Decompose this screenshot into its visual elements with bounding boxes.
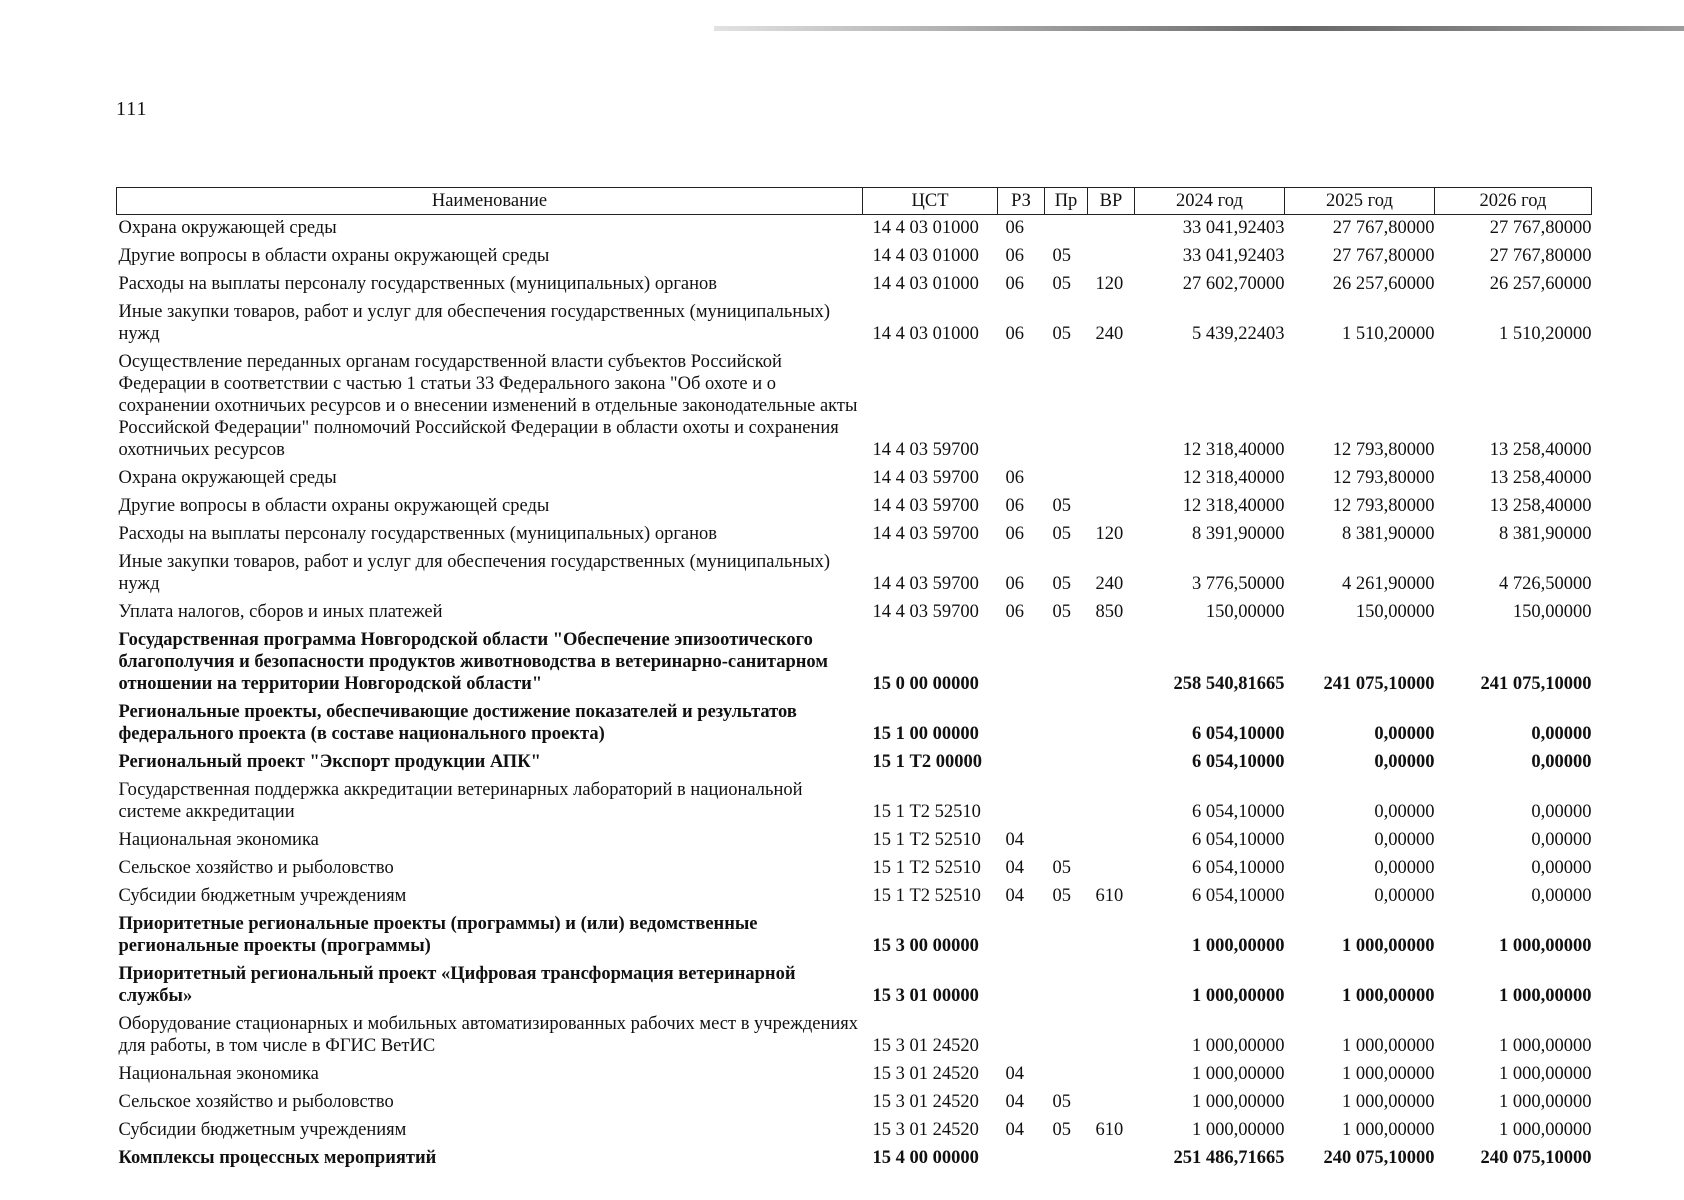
cell-name: Уплата налогов, сборов и иных платежей [118, 602, 443, 622]
cell-pr: 05 [1052, 602, 1071, 622]
cell-2024: 1 000,00000 [1192, 986, 1285, 1006]
cell-2025: 1 000,00000 [1342, 1120, 1435, 1140]
cell-cst: 15 3 01 24520 [872, 1120, 979, 1140]
cell-vr [1088, 215, 1135, 244]
table-row [117, 883, 1592, 911]
cell-name: Расходы на выплаты персоналу государственных (муниципальных) органов [118, 524, 718, 544]
cell-2025: 12 793,80000 [1332, 468, 1435, 488]
cell-name: Комплексы процессных мероприятий [118, 1148, 437, 1168]
cell-name: Национальная экономика [118, 830, 319, 850]
cell-vr: 610 [1095, 1120, 1124, 1140]
col-header-2024: 2024 год [1135, 188, 1285, 215]
cell-vr [1088, 911, 1135, 961]
cell-2025: 26 257,60000 [1332, 274, 1435, 294]
cell-vr [1088, 855, 1135, 883]
cell-2026: 27 767,80000 [1489, 246, 1592, 266]
cell-name: Другие вопросы в области охраны окружающей среды [118, 496, 550, 516]
cell-2026: 13 258,40000 [1489, 496, 1592, 516]
cell-2026: 27 767,80000 [1489, 218, 1592, 238]
table-row [117, 549, 1592, 599]
cell-pr [1045, 465, 1088, 493]
cell-2025: 150,00000 [1355, 602, 1435, 622]
cell-pr [1045, 627, 1088, 699]
table-row [117, 521, 1592, 549]
cell-cst: 14 4 03 59700 [872, 574, 979, 594]
cell-2024: 150,00000 [1205, 602, 1285, 622]
cell-2026: 0,00000 [1531, 752, 1592, 772]
cell-vr [1088, 749, 1135, 777]
cell-name: Оборудование стационарных и мобильных автоматизированных рабочих мест в учреждениях для работы, в том числе в ФГИС ВетИС [118, 1014, 859, 1056]
cell-pr: 05 [1052, 496, 1071, 516]
table-header-row [117, 188, 1592, 215]
cell-name: Субсидии бюджетным учреждениям [118, 1120, 407, 1140]
cell-2025: 1 000,00000 [1342, 1064, 1435, 1084]
cell-vr [1088, 827, 1135, 855]
cell-2025: 0,00000 [1374, 830, 1435, 850]
table-row [117, 493, 1592, 521]
cell-2025: 0,00000 [1374, 802, 1435, 822]
cell-2025: 4 261,90000 [1342, 574, 1435, 594]
cell-2025: 27 767,80000 [1332, 218, 1435, 238]
cell-2024: 12 318,40000 [1182, 468, 1285, 488]
table-row [117, 1117, 1592, 1145]
table-row [117, 465, 1592, 493]
cell-cst: 15 3 00 00000 [872, 936, 979, 956]
cell-cst: 15 3 01 24520 [872, 1036, 979, 1056]
cell-2026: 4 726,50000 [1499, 574, 1592, 594]
cell-rz: 06 [1005, 218, 1024, 238]
cell-2024: 1 000,00000 [1192, 936, 1285, 956]
table-row [117, 699, 1592, 749]
cell-2026: 150,00000 [1512, 602, 1592, 622]
cell-2026: 1 000,00000 [1499, 1120, 1592, 1140]
table-row [117, 961, 1592, 1011]
cell-cst: 15 1 Т2 52510 [872, 802, 981, 822]
cell-name: Иные закупки товаров, работ и услуг для обеспечения государственных (муниципальных) нужд [118, 302, 831, 344]
cell-rz: 04 [1005, 858, 1024, 878]
cell-rz [998, 1145, 1045, 1173]
cell-cst: 14 4 03 59700 [872, 496, 979, 516]
cell-vr: 120 [1095, 274, 1124, 294]
cell-2025: 1 000,00000 [1342, 986, 1435, 1006]
cell-vr [1088, 1061, 1135, 1089]
cell-2026: 1 510,20000 [1499, 324, 1592, 344]
cell-rz: 04 [1005, 1092, 1024, 1112]
cell-name: Осуществление переданных органам государственной власти субъектов Российской Федерации в соответствии с частью 1 статьи 33 Федерального закона "Об охоте и о сохранении охотничьих ресурсов и о внесении изменений в отдельные законодательные акты Российской Федерации" полномочий Российской Федерации в области охоты и сохранения охотничьих ресурсов [118, 352, 858, 460]
cell-rz: 06 [1005, 246, 1024, 266]
table-row [117, 1011, 1592, 1061]
cell-cst: 14 4 03 59700 [872, 468, 979, 488]
cell-pr: 05 [1052, 1120, 1071, 1140]
cell-2025: 0,00000 [1374, 886, 1435, 906]
cell-rz [998, 911, 1045, 961]
cell-rz [998, 749, 1045, 777]
table-row [117, 627, 1592, 699]
cell-vr: 850 [1095, 602, 1124, 622]
cell-2024: 6 054,10000 [1192, 830, 1285, 850]
cell-pr [1045, 749, 1088, 777]
cell-rz [998, 699, 1045, 749]
cell-rz: 06 [1005, 324, 1024, 344]
table-row [117, 749, 1592, 777]
cell-vr: 240 [1095, 574, 1124, 594]
cell-vr [1088, 1145, 1135, 1173]
cell-cst: 15 0 00 00000 [872, 674, 979, 694]
cell-2024: 12 318,40000 [1182, 496, 1285, 516]
cell-vr [1088, 243, 1135, 271]
table-row [117, 271, 1592, 299]
cell-pr: 05 [1052, 858, 1071, 878]
cell-rz: 06 [1005, 602, 1024, 622]
cell-name: Региональный проект "Экспорт продукции АПК" [118, 752, 541, 772]
cell-2026: 13 258,40000 [1489, 440, 1592, 460]
cell-vr [1088, 699, 1135, 749]
cell-2024: 8 391,90000 [1192, 524, 1285, 544]
cell-cst: 14 4 03 01000 [872, 218, 979, 238]
cell-2025: 1 000,00000 [1342, 1036, 1435, 1056]
cell-pr [1045, 215, 1088, 244]
cell-rz [998, 627, 1045, 699]
col-header-2025: 2025 год [1285, 188, 1435, 215]
cell-2024: 6 054,10000 [1192, 802, 1285, 822]
cell-2024: 1 000,00000 [1192, 1120, 1285, 1140]
cell-2026: 1 000,00000 [1499, 1036, 1592, 1056]
cell-name: Сельское хозяйство и рыболовство [118, 858, 394, 878]
table-row [117, 827, 1592, 855]
cell-2024: 33 041,92403 [1182, 218, 1285, 238]
cell-pr: 05 [1052, 886, 1071, 906]
cell-2026: 1 000,00000 [1499, 986, 1592, 1006]
cell-2026: 0,00000 [1531, 886, 1592, 906]
page-number: 111 [116, 98, 148, 120]
cell-cst: 14 4 03 59700 [872, 602, 979, 622]
cell-2024: 258 540,81665 [1173, 674, 1285, 694]
table-row [117, 1061, 1592, 1089]
cell-rz: 06 [1005, 274, 1024, 294]
cell-2025: 12 793,80000 [1332, 440, 1435, 460]
cell-pr: 05 [1052, 246, 1071, 266]
scan-edge-line [714, 26, 1684, 31]
cell-2026: 241 075,10000 [1480, 674, 1592, 694]
cell-cst: 15 4 00 00000 [872, 1148, 979, 1168]
cell-2024: 33 041,92403 [1182, 246, 1285, 266]
cell-vr [1088, 777, 1135, 827]
cell-2026: 13 258,40000 [1489, 468, 1592, 488]
cell-cst: 14 4 03 01000 [872, 324, 979, 344]
cell-pr [1045, 961, 1088, 1011]
table-row [117, 777, 1592, 827]
cell-2024: 12 318,40000 [1182, 440, 1285, 460]
cell-vr [1088, 493, 1135, 521]
cell-cst: 15 3 01 24520 [872, 1064, 979, 1084]
cell-pr [1045, 911, 1088, 961]
cell-2024: 251 486,71665 [1173, 1148, 1285, 1168]
cell-cst: 15 1 00 00000 [872, 724, 979, 744]
cell-vr [1088, 961, 1135, 1011]
cell-pr: 05 [1052, 1092, 1071, 1112]
col-header-pr: Пр [1045, 188, 1088, 215]
cell-name: Охрана окружающей среды [118, 468, 337, 488]
cell-pr: 05 [1052, 574, 1071, 594]
cell-cst: 15 3 01 00000 [872, 986, 979, 1006]
table-row [117, 911, 1592, 961]
cell-name: Приоритетный региональный проект «Цифровая трансформация ветеринарной службы» [118, 964, 796, 1006]
cell-pr [1045, 699, 1088, 749]
table-row [117, 299, 1592, 349]
cell-2026: 26 257,60000 [1489, 274, 1592, 294]
cell-2025: 1 000,00000 [1342, 1092, 1435, 1112]
cell-name: Сельское хозяйство и рыболовство [118, 1092, 394, 1112]
cell-2025: 0,00000 [1374, 724, 1435, 744]
cell-vr [1088, 1011, 1135, 1061]
cell-rz: 04 [1005, 886, 1024, 906]
col-header-2026: 2026 год [1435, 188, 1592, 215]
cell-name: Национальная экономика [118, 1064, 319, 1084]
cell-vr: 610 [1095, 886, 1124, 906]
cell-2026: 0,00000 [1531, 802, 1592, 822]
col-header-vr: ВР [1088, 188, 1135, 215]
cell-name: Иные закупки товаров, работ и услуг для обеспечения государственных (муниципальных) нужд [118, 552, 831, 594]
cell-pr [1045, 1145, 1088, 1173]
cell-rz: 04 [1005, 1120, 1024, 1140]
cell-2025: 241 075,10000 [1323, 674, 1435, 694]
cell-name: Другие вопросы в области охраны окружающей среды [118, 246, 550, 266]
cell-name: Региональные проекты, обеспечивающие достижение показателей и результатов федерального проекта (в составе национального проекта) [118, 702, 797, 744]
cell-2025: 1 510,20000 [1342, 324, 1435, 344]
cell-2024: 1 000,00000 [1192, 1036, 1285, 1056]
cell-rz: 06 [1005, 524, 1024, 544]
cell-rz [998, 349, 1045, 465]
cell-2025: 12 793,80000 [1332, 496, 1435, 516]
cell-pr: 05 [1052, 524, 1071, 544]
table-row [117, 855, 1592, 883]
cell-2024: 5 439,22403 [1192, 324, 1285, 344]
cell-2026: 0,00000 [1531, 830, 1592, 850]
cell-cst: 15 3 01 24520 [872, 1092, 979, 1112]
cell-2026: 1 000,00000 [1499, 1092, 1592, 1112]
cell-pr: 05 [1052, 324, 1071, 344]
cell-pr [1045, 777, 1088, 827]
cell-2024: 6 054,10000 [1192, 858, 1285, 878]
col-header-cst: ЦСТ [863, 188, 998, 215]
cell-cst: 15 1 Т2 00000 [872, 752, 982, 772]
cell-cst: 15 1 Т2 52510 [872, 830, 981, 850]
cell-2026: 0,00000 [1531, 724, 1592, 744]
cell-2024: 1 000,00000 [1192, 1064, 1285, 1084]
col-header-name: Наименование [117, 188, 863, 215]
cell-rz: 04 [1005, 830, 1024, 850]
cell-rz: 04 [1005, 1064, 1024, 1084]
cell-name: Расходы на выплаты персоналу государственных (муниципальных) органов [118, 274, 718, 294]
cell-name: Государственная программа Новгородской области "Обеспечение эпизоотического благополучия и безопасности продуктов животноводства в ветеринарно-санитарном отношении на территории Новгородской области" [118, 630, 828, 694]
cell-cst: 14 4 03 01000 [872, 246, 979, 266]
cell-2025: 8 381,90000 [1342, 524, 1435, 544]
cell-2024: 6 054,10000 [1192, 752, 1285, 772]
table-row [117, 1145, 1592, 1173]
cell-pr [1045, 827, 1088, 855]
cell-2025: 0,00000 [1374, 752, 1435, 772]
table-row [117, 349, 1592, 465]
cell-vr [1088, 465, 1135, 493]
cell-pr: 05 [1052, 274, 1071, 294]
cell-vr [1088, 349, 1135, 465]
table-row [117, 599, 1592, 627]
cell-2025: 240 075,10000 [1323, 1148, 1435, 1168]
table-row [117, 243, 1592, 271]
cell-name: Субсидии бюджетным учреждениям [118, 886, 407, 906]
cell-pr [1045, 1011, 1088, 1061]
cell-2026: 8 381,90000 [1499, 524, 1592, 544]
cell-vr [1088, 1089, 1135, 1117]
cell-cst: 15 1 Т2 52510 [872, 858, 981, 878]
cell-rz: 06 [1005, 468, 1024, 488]
cell-2025: 0,00000 [1374, 858, 1435, 878]
cell-vr: 120 [1095, 524, 1124, 544]
cell-2024: 1 000,00000 [1192, 1092, 1285, 1112]
cell-2025: 27 767,80000 [1332, 246, 1435, 266]
cell-2024: 3 776,50000 [1192, 574, 1285, 594]
cell-2026: 1 000,00000 [1499, 1064, 1592, 1084]
col-header-rz: РЗ [998, 188, 1045, 215]
cell-cst: 14 4 03 59700 [872, 524, 979, 544]
cell-2026: 0,00000 [1531, 858, 1592, 878]
cell-rz [998, 777, 1045, 827]
cell-name: Охрана окружающей среды [118, 218, 337, 238]
cell-rz [998, 961, 1045, 1011]
cell-2024: 6 054,10000 [1192, 724, 1285, 744]
cell-name: Приоритетные региональные проекты (программы) и (или) ведомственные региональные проекты (программы) [118, 914, 758, 956]
budget-table [116, 187, 1592, 1173]
cell-cst: 14 4 03 59700 [872, 440, 979, 460]
cell-2024: 27 602,70000 [1182, 274, 1285, 294]
cell-cst: 15 1 Т2 52510 [872, 886, 981, 906]
cell-pr [1045, 349, 1088, 465]
cell-2024: 6 054,10000 [1192, 886, 1285, 906]
cell-vr [1088, 627, 1135, 699]
cell-2025: 1 000,00000 [1342, 936, 1435, 956]
cell-2026: 1 000,00000 [1499, 936, 1592, 956]
cell-rz: 06 [1005, 496, 1024, 516]
cell-rz: 06 [1005, 574, 1024, 594]
cell-2026: 240 075,10000 [1480, 1148, 1592, 1168]
cell-cst: 14 4 03 01000 [872, 274, 979, 294]
cell-vr: 240 [1095, 324, 1124, 344]
table-row [117, 215, 1592, 244]
cell-name: Государственная поддержка аккредитации ветеринарных лабораторий в национальной системе аккредитации [118, 780, 803, 822]
cell-pr [1045, 1061, 1088, 1089]
table-row [117, 1089, 1592, 1117]
cell-rz [998, 1011, 1045, 1061]
